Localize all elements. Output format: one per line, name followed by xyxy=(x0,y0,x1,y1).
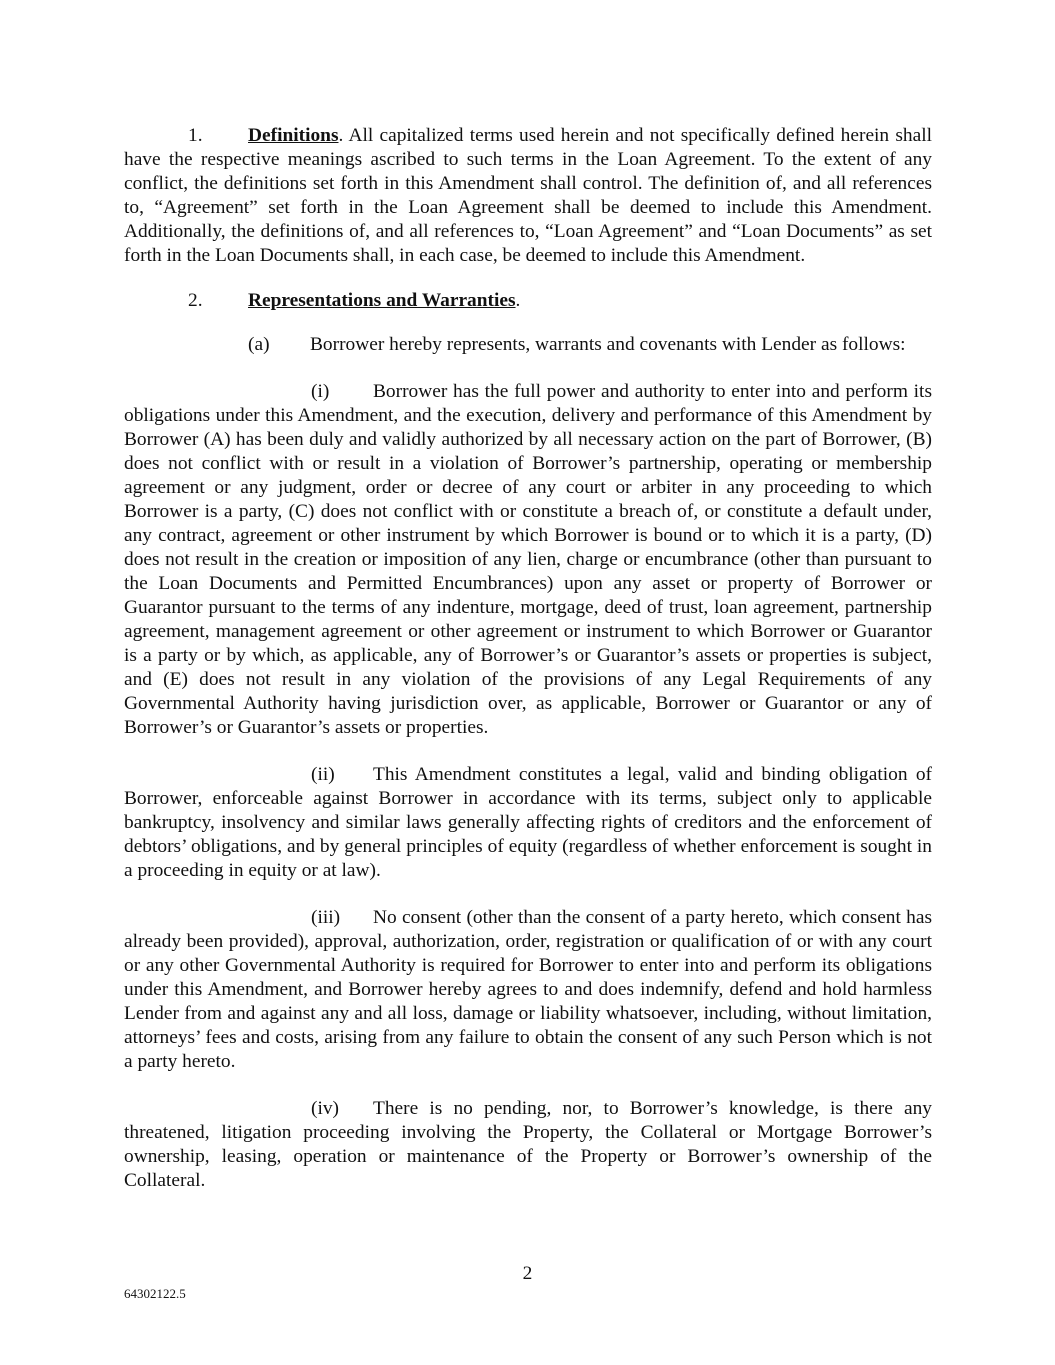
clause-ii xyxy=(124,763,932,883)
clause-i xyxy=(124,380,932,740)
clause-label: (i) xyxy=(311,381,330,402)
section-1-definitions xyxy=(124,124,932,268)
subsection-a-label: (a) xyxy=(248,334,270,355)
clause-iii xyxy=(124,906,932,1074)
clause-text: Borrower has the full power and authority to enter into and perform its obligations under this Amendment, and the execution, delivery and performance of this Amendment by Borrower (A) has been duly and validly authorized by all necessary action on the part of Borrower, (B) does not conflict with or result in a violation of Borrower’s partnership, operating or membership agreement or any judgment, order or decree of any court or arbiter in any proceeding to which Borrower is a party, (C) does not conflict with or constitute a breach of, or constitute a default under, any contract, agreement or other instrument by which Borrower is bound or to which it is a party, (D) does not result in the creation or imposition of any lien, charge or encumbrance (other than pursuant to the Loan Documents and Permitted Encumbrances) upon any asset or property of Borrower or Guarantor pursuant to the terms of any indenture, mortgage, deed of trust, loan agreement, partnership agreement, management agreement or other agreement or instrument to which Borrower or Guarantor is a party or by which, as applicable, any of Borrower’s or Guarantor’s assets or properties is subject, and (E) does not result in any violation of the provisions of any Legal Requirements of any Governmental Authority having jurisdiction over, as applicable, Borrower or Guarantor or any of Borrower’s or Guarantor’s assets or properties. xyxy=(124,381,932,738)
clause-iv xyxy=(124,1097,932,1193)
clause-label: (iv) xyxy=(311,1098,339,1119)
section-1-number: 1. xyxy=(188,125,203,146)
clause-label: (iii) xyxy=(311,907,341,928)
section-2-title: Representations and Warranties xyxy=(248,290,516,311)
document-page xyxy=(124,124,932,1193)
clause-text: No consent (other than the consent of a party hereto, which consent has already been provided), approval, authorization, order, registration or qualification of or with any court or any other Governmental Authority is required for Borrower to enter into and perform its obligations under this Amendment, and Borrower hereby agrees to and does indemnify, defend and hold harmless Lender from and against any and all loss, damage or liability whatsoever, including, without limitation, attorneys’ fees and costs, arising from any failure to obtain the consent of any such Person which is not a party hereto. xyxy=(124,907,932,1072)
document-id: 64302122.5 xyxy=(124,1286,186,1301)
subsection-a xyxy=(124,333,932,357)
section-2-number: 2. xyxy=(188,290,203,311)
section-1-title: Definitions xyxy=(248,125,339,146)
page-number: 2 xyxy=(522,1263,533,1284)
clause-text: This Amendment constitutes a legal, valid and binding obligation of Borrower, enforceable against Borrower in accordance with its terms, subject only to applicable bankruptcy, insolvency and similar laws generally affecting rights of creditors and the enforcement of debtors’ obligations, and by general principles of equity (regardless of whether enforcement is sought in a proceeding in equity or at law). xyxy=(124,764,932,881)
clause-text: There is no pending, nor, to Borrower’s knowledge, is there any threatened, litigation proceeding involving the Property, the Collateral or Mortgage Borrower’s ownership, leasing, operation or maintenance of the Property or Borrower’s ownership of the Collateral. xyxy=(124,1098,932,1191)
subsection-a-text: Borrower hereby represents, warrants and covenants with Lender as follows: xyxy=(310,334,906,355)
section-2-heading xyxy=(124,289,932,313)
section-1-text: . All capitalized terms used herein and not specifically defined herein shall have the respective meanings ascribed to such terms in the Loan Agreement. To the extent of any conflict, the definitions set forth in this Amendment shall control. The definition of, and all references to, “Agreement” set forth in the Loan Agreement shall be deemed to include this Amendment. Additionally, the definitions of, and all references to, “Loan Agreement” and “Loan Documents” as set forth in the Loan Documents shall, in each case, be deemed to include this Amendment. xyxy=(124,125,932,266)
clause-label: (ii) xyxy=(311,764,335,785)
section-2-period: . xyxy=(515,290,521,311)
